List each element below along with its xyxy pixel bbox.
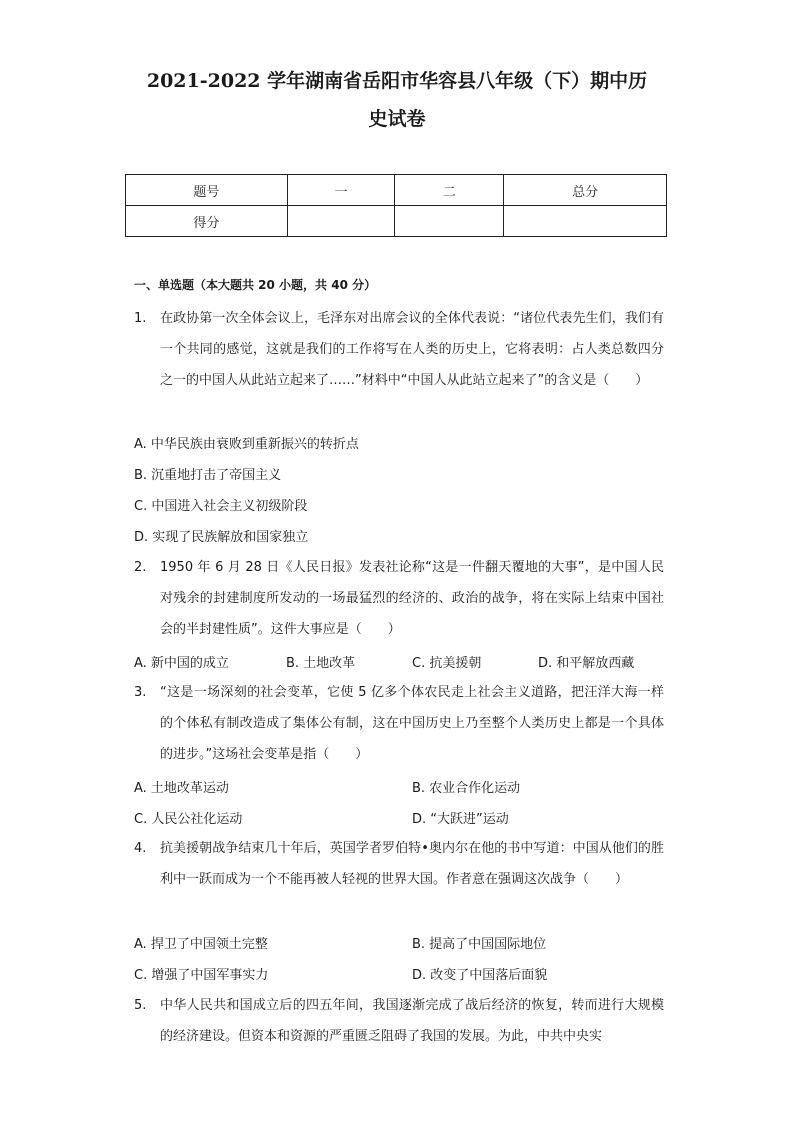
option-4a[interactable]: A. 捍卫了中国领土完整 xyxy=(134,937,268,952)
score-table-score-row xyxy=(126,206,667,237)
header-cell-part-2: 二 xyxy=(395,175,504,206)
question-number: 4. xyxy=(134,841,147,856)
option-2c[interactable]: C. 抗美援朝 xyxy=(412,656,482,671)
question-2 xyxy=(134,552,664,645)
question-stem: 抗美援朝战争结束几十年后，英国学者罗伯特•奥内尔在他的书中写道：中国从他们的胜利中一跃而成为一个不能再被人轻视的世界大国。作者意在强调这次战争（ ） xyxy=(160,841,664,887)
title-line-2: 史试卷 xyxy=(368,108,426,130)
option-4c[interactable]: C. 增强了中国军事实力 xyxy=(134,968,269,983)
score-label-cell: 得分 xyxy=(126,206,288,237)
option-2d[interactable]: D. 和平解放西藏 xyxy=(538,656,635,671)
option-1c[interactable]: C. 中国进入社会主义初级阶段 xyxy=(134,499,308,514)
question-stem: 1950 年 6 月 28 日《人民日报》发表社论称“这是一件翻天覆地的大事”，是中国人民对残余的封建制度所发动的一场最猛烈的经济的、政治的战争，将在实际上结束中国社会的半封建性质”。这件大事应是（ ） xyxy=(160,560,664,637)
question-stem: 中华人民共和国成立后的四五年间，我国逐渐完成了战后经济的恢复，转而进行大规模的经济建设。但资本和资源的严重匮乏阻碍了我国的发展。为此，中共中央实 xyxy=(160,998,664,1044)
option-3d[interactable]: D. “大跃进”运动 xyxy=(412,812,509,827)
option-3a[interactable]: A. 土地改革运动 xyxy=(134,781,229,796)
option-1b[interactable]: B. 沉重地打击了帝国主义 xyxy=(134,468,282,483)
header-cell-total: 总分 xyxy=(504,175,667,206)
score-table-header-row xyxy=(126,175,667,206)
question-number: 5. xyxy=(134,998,147,1013)
header-cell-part-1: 一 xyxy=(287,175,395,206)
question-5 xyxy=(134,990,664,1052)
option-3b[interactable]: B. 农业合作化运动 xyxy=(412,781,521,796)
score-cell-part-1 xyxy=(287,206,395,237)
option-4b[interactable]: B. 提高了中国国际地位 xyxy=(412,937,547,952)
score-cell-total xyxy=(504,206,667,237)
question-number: 1. xyxy=(134,311,147,326)
question-number: 3. xyxy=(134,685,147,700)
question-3 xyxy=(134,677,664,770)
header-cell-question-no: 题号 xyxy=(126,175,288,206)
question-1 xyxy=(134,303,664,396)
option-2b[interactable]: B. 土地改革 xyxy=(286,656,356,671)
title-line-1: 2021-2022 学年湖南省岳阳市华容县八年级（下）期中历 xyxy=(146,70,648,92)
option-1a[interactable]: A. 中华民族由衰败到重新振兴的转折点 xyxy=(134,437,359,452)
score-table xyxy=(125,174,667,237)
exam-title xyxy=(100,62,694,138)
question-stem: “这是一场深刻的社会变革，它使 5 亿多个体农民走上社会主义道路，把汪洋大海一样的个体私有制改造成了集体公有制，这在中国历史上乃至整个人类历史上都是一个具体的进步。”这场社会变革是指（ ） xyxy=(160,685,664,762)
option-2a[interactable]: A. 新中国的成立 xyxy=(134,656,229,671)
question-stem: 在政协第一次全体会议上，毛泽东对出席会议的全体代表说：“诸位代表先生们，我们有一个共同的感觉，这就是我们的工作将写在人类的历史上，它将表明：占人类总数四分之一的中国人从此站立起来了……”材料中“中国人从此站立起来了”的含义是（ ） xyxy=(160,311,664,388)
score-cell-part-2 xyxy=(395,206,504,237)
question-number: 2. xyxy=(134,560,147,575)
section-heading: 一、单选题（本大题共 20 小题，共 40 分） xyxy=(134,278,377,292)
option-3c[interactable]: C. 人民公社化运动 xyxy=(134,812,243,827)
question-4 xyxy=(134,833,664,895)
option-1d[interactable]: D. 实现了民族解放和国家独立 xyxy=(134,530,309,545)
option-4d[interactable]: D. 改变了中国落后面貌 xyxy=(412,968,548,983)
